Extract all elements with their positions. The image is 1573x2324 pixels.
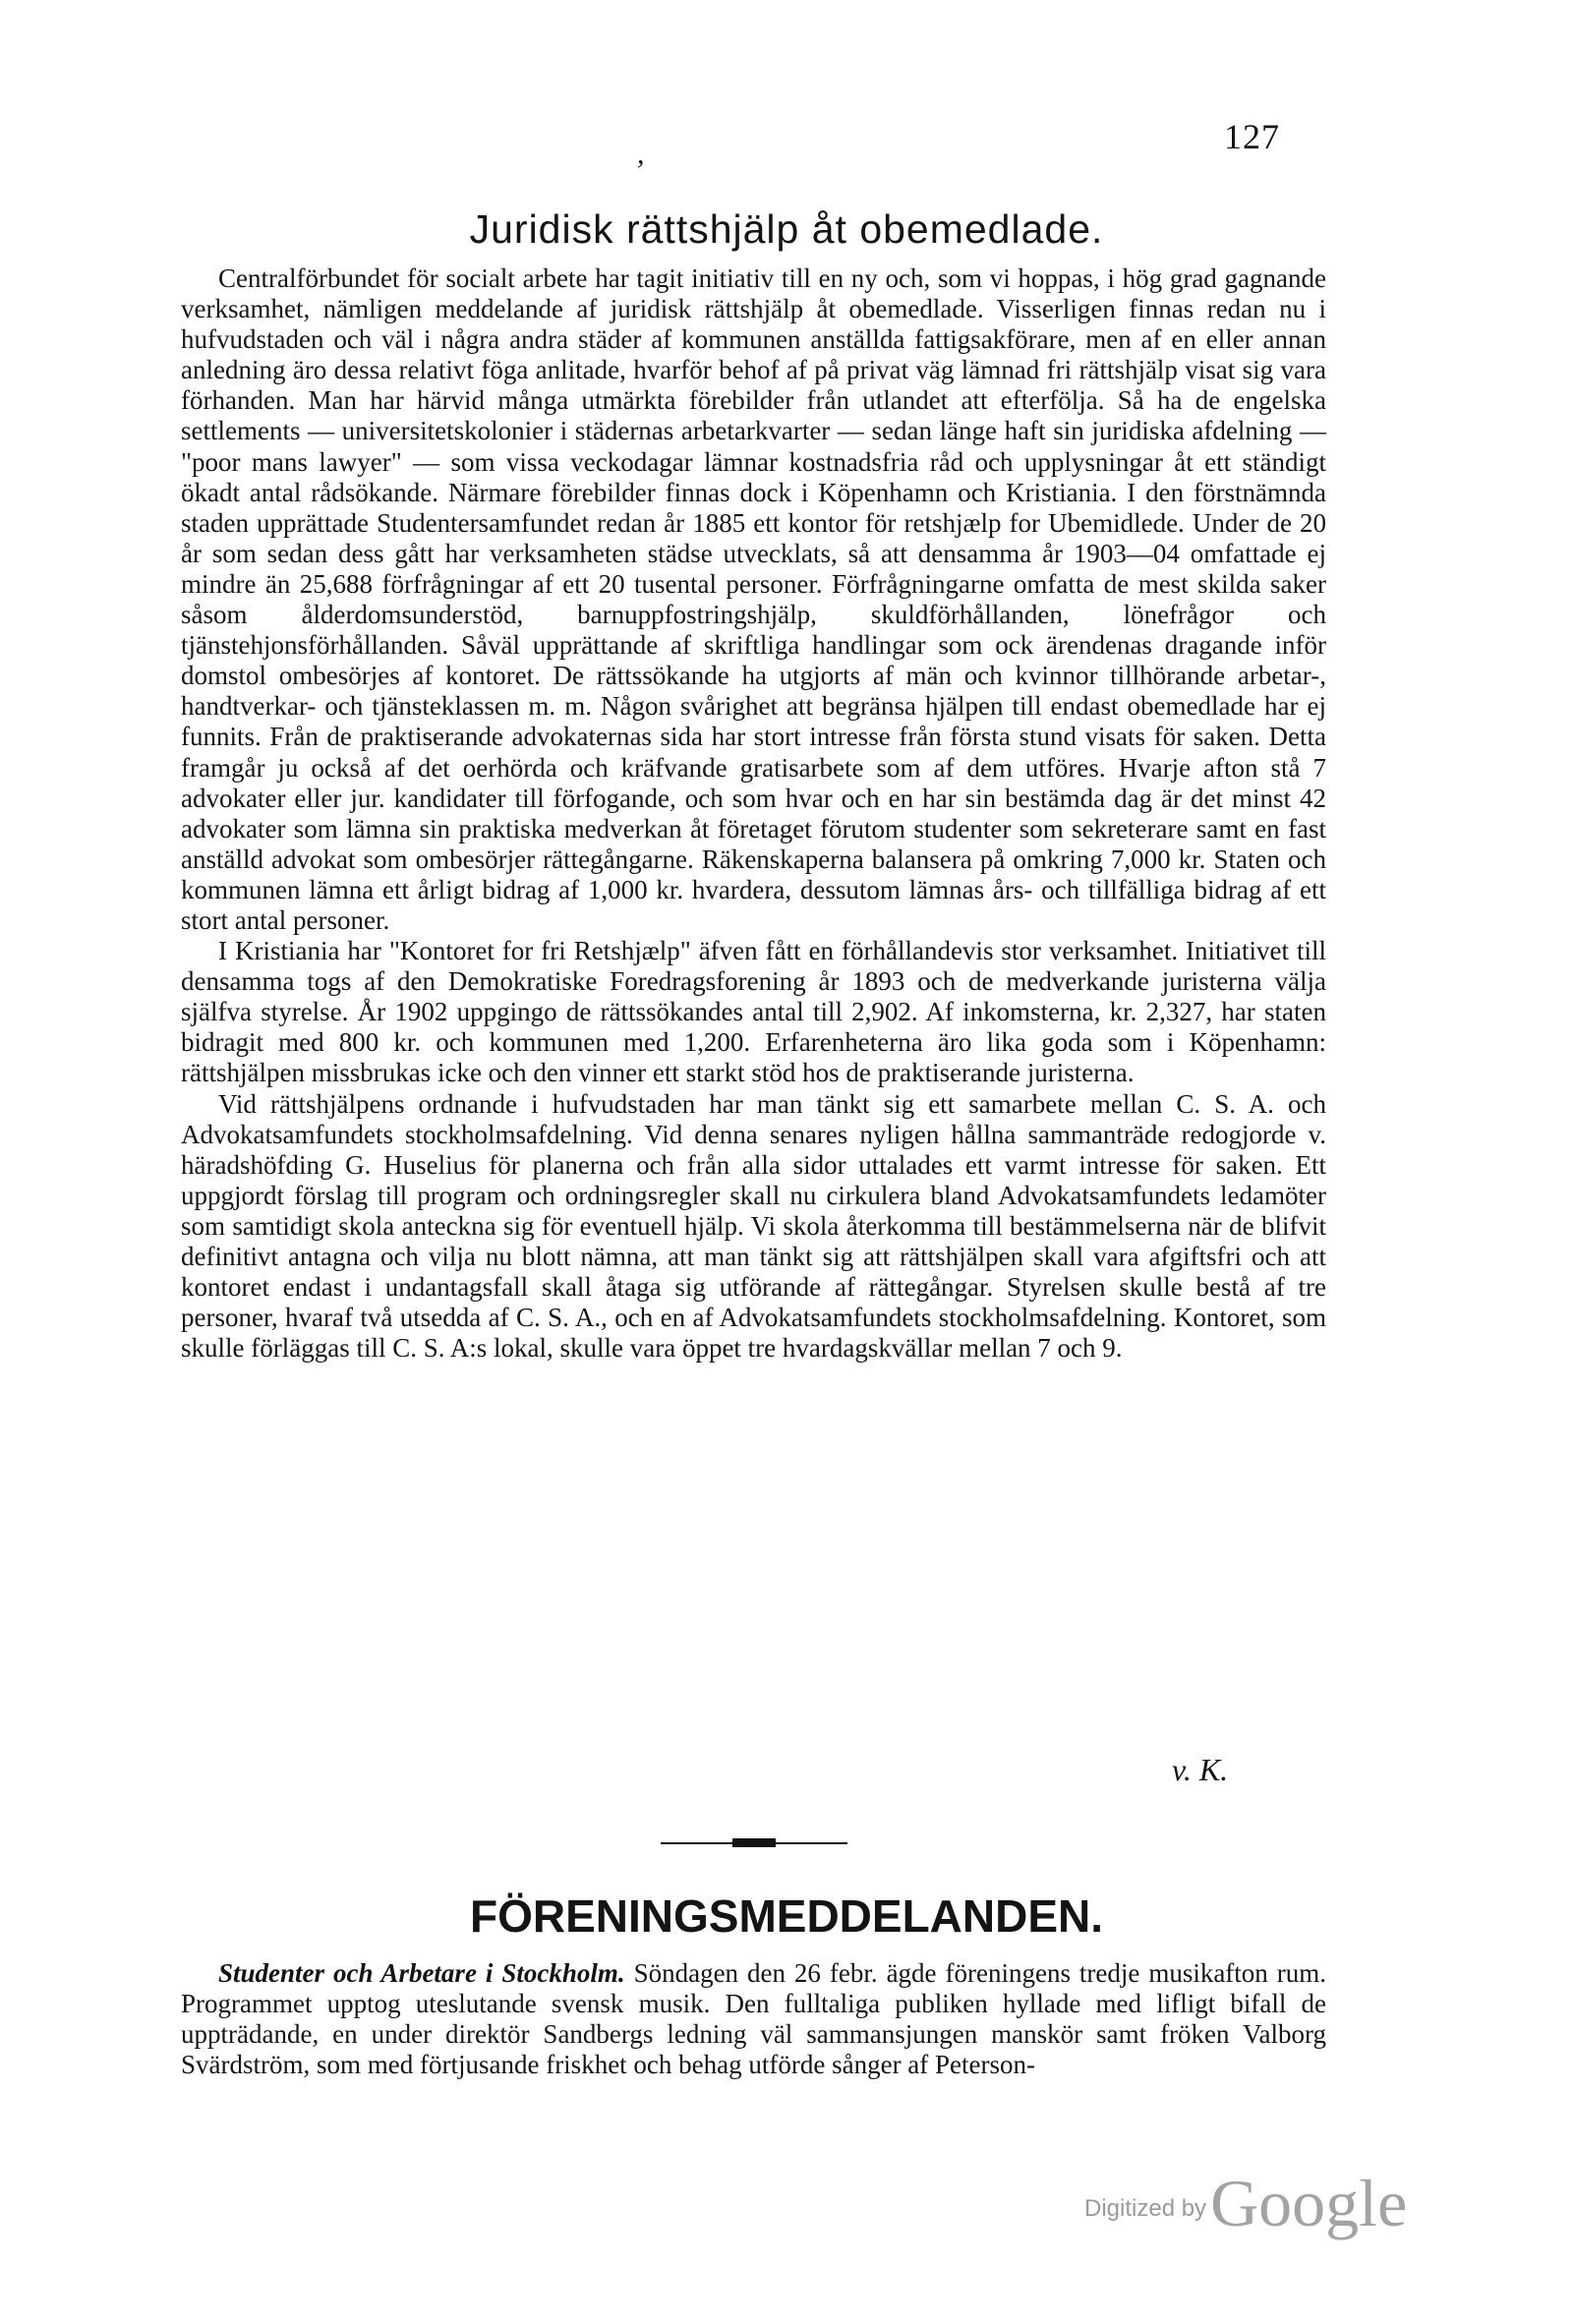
article-title: Juridisk rättshjälp åt obemedlade. [469, 206, 1104, 252]
google-logo: Google [1210, 2166, 1408, 2240]
section-lead: Studenter och Arbetare i Stockholm. [218, 1958, 625, 1988]
article-paragraph-3: Vid rättshjälpens ordnande i hufvudstaden har man tänkt sig ett samarbete mellan C. S. A. och Advokatsamfundets stockholmsafdelning. Vid denna senares nyligen hållna sammanträde redogjorde v. häradshöfding G. Huselius för planerna och från alla sidor uttalades ett varmt intresse för saken. Ett uppgjordt förslag till program och ordningsregler skall nu cirkulera bland Advokatsamfundets ledamöter som samtidigt skola anteckna sig för eventuell hjälp. Vi skola återkomma till bestämmelserna när de blifvit definitivt antagna och vilja nu blott nämna, att man tänkt sig att rättshjälpen skall vara afgiftsfri och att kontoret endast i undantagsfall skall åtaga sig utförande af rättegångar. Styrelsen skulle bestå af tre personer, hvaraf två utsedda af C. S. A., och en af Advokatsamfundets stockholmsafdelning. Kontoret, som skulle förläggas till C. S. A:s lokal, skulle vara öppet tre hvardagskvällar mellan 7 och 9. [181, 1088, 1326, 1364]
section-paragraph [181, 1958, 1326, 2080]
article-paragraph-1: Centralförbundet för socialt arbete har tagit initiativ till en ny och, som vi hoppas, i hög grad gagnande verksamhet, nämligen meddelande af juridisk rättshjälp åt obemedlade. Visserligen finnas redan nu i hufvudstaden och väl i några andra städer af kommunen anställda fattigsakförare, men af en eller annan anledning äro dessa relativt föga anlitade, hvarför behof af på privat väg lämnad fri rättshjälp visat sig vara förhanden. Man har härvid många utmärkta förebilder från utlandet att efterfölja. Så ha de engelska settlements — universitetskolonier i städernas arbetarkvarter — sedan länge haft sin juridiska afdelning — "poor mans lawyer" — som vissa veckodagar lämnar kostnadsfria råd och upplysningar åt ett ständigt ökadt antal rådsökande. Närmare förebilder finnas dock i Köpenhamn och Kristiania. I den förstnämnda staden upprättade Studentersamfundet redan år 1885 ett kontor för retshjælp for Ubemidlede. Under de 20 år som sedan dess gått har verksamheten städse utvecklats, så att densamma år 1903—04 omfattade ej mindre än 25,688 förfrågningar af ett 20 tusental personer. Förfrågningarne omfatta de mest skilda saker såsom ålderdomsunderstöd, barnuppfostringshjälp, skuldförhållanden, lönefrågor och tjänstehjonsförhållanden. Såväl upprättande af skriftliga handlingar som ock ärendenas dragande inför domstol ombesörjes af kontoret. De rättssökande ha utgjorts af män och kvinnor tillhörande arbetar-, handtverkar- och tjänsteklassen m. m. Någon svårighet att begränsa hjälpen till endast obemedlade har ej funnits. Från de praktiserande advokaternas sida har stort intresse från första stund visats för saken. Detta framgår ju också af det oerhörda och kräfvande gratisarbete som af dem utföres. Hvarje afton stå 7 advokater eller jur. kandidater till förfogande, och som hvar och en har sin bestämda dag är det minst 42 advokater som lämna sin praktiska medverkan åt företaget förutom studenter som sekreterare samt en fast anställd advokat som ombesörjer rättegångarne. Räkenskaperna balansera på omkring 7,000 kr. Staten och kommunen lämna ett årligt bidrag af 1,000 kr. hvardera, dessutom lämnas års- och tillfälliga bidrag af ett stort antal personer. [181, 263, 1326, 935]
section-body [181, 1958, 1326, 2080]
section-title: FÖRENINGSMEDDELANDEN. [469, 1890, 1104, 1942]
page-number: 127 [1224, 117, 1280, 156]
section-divider-mark [732, 1838, 776, 1847]
article-body [181, 263, 1326, 1364]
article-paragraph-2: I Kristiania har "Kontoret for fri Retshjælp" äfven fått en förhållandevis stor verksamhet. Initiativet till densamma togs af den Demokratiske Foredragsforening år 1893 och de medverkande juristerna välja själfva styrelse. År 1902 uppgingo de rättssökandes antal till 2,902. Af inkomsterna, kr. 2,327, har staten bidragit med 800 kr. och kommunen med 1,200. Erfarenheterna äro lika goda som i Köpenhamn: rättshjälpen missbrukas icke och den vinner ett starkt stöd hos de praktiserande juristerna. [181, 936, 1326, 1088]
article-signature: v. K. [1172, 1752, 1229, 1787]
watermark-prefix: Digitized by [1084, 2195, 1207, 2222]
print-speck: , [637, 138, 645, 170]
digitized-watermark [1084, 2165, 1407, 2242]
section-text: Söndagen den 26 febr. ägde föreningens tredje musikafton rum. Programmet upptog uteslutande svensk musik. Den fulltaliga publiken hyllade med lifligt bifall de uppträdande, en under direktör Sandbergs ledning väl sammansjungen manskör samt fröken Valborg Svärdström, som med förtjusande friskhet och behag utförde sånger af Peterson- [181, 1958, 1326, 2080]
